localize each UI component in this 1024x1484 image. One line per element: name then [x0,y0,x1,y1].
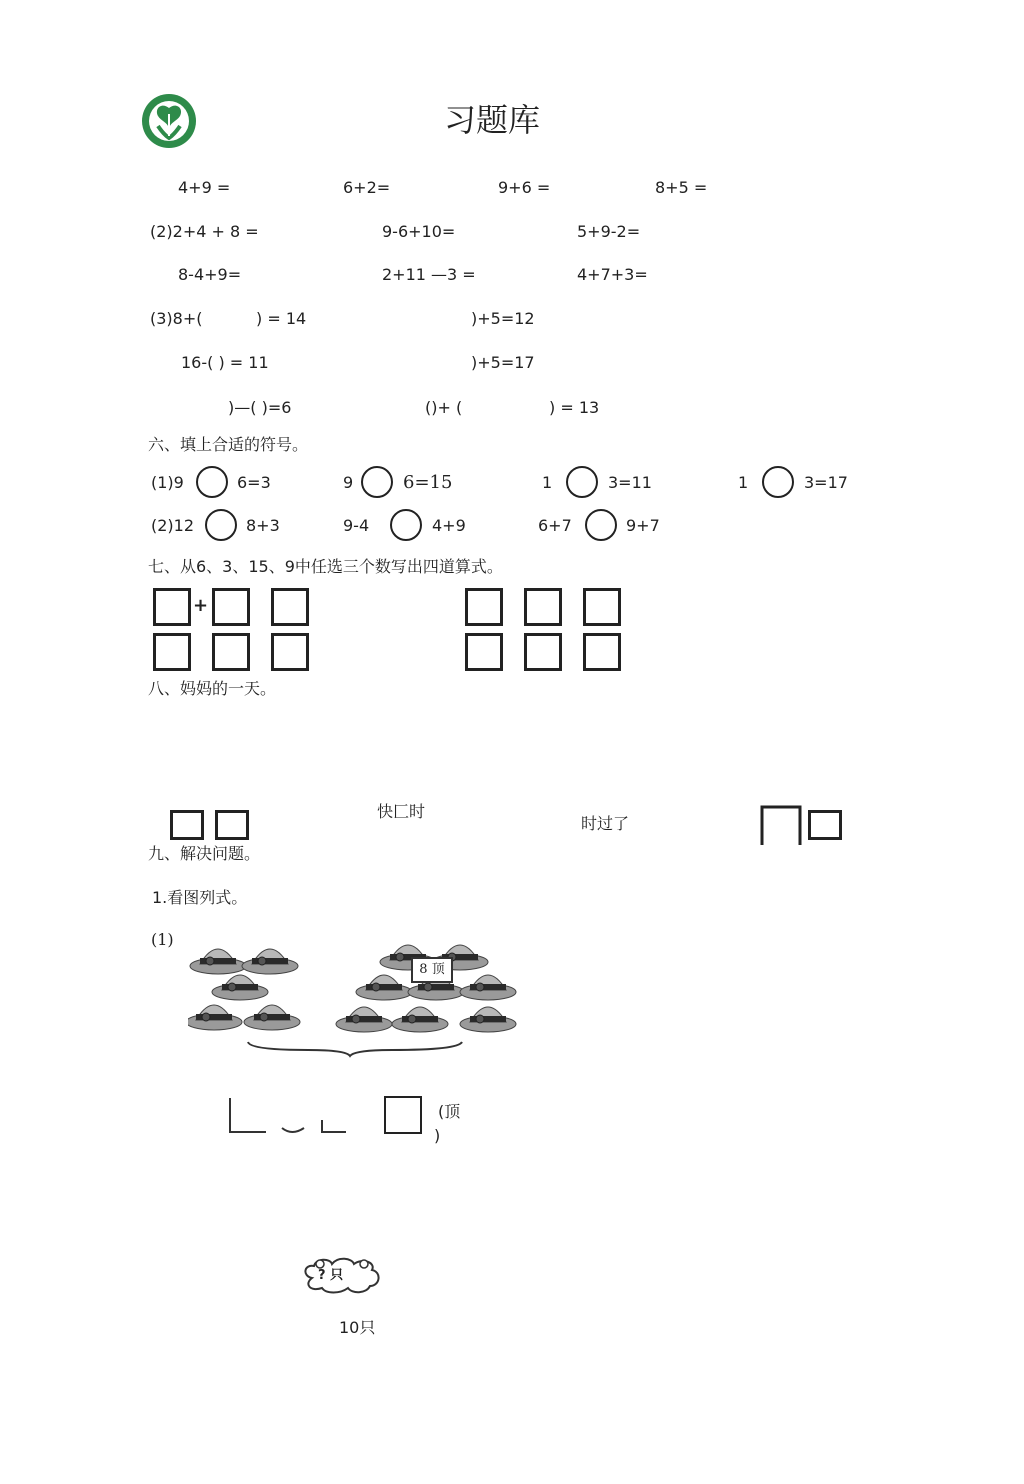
calc-item: )—( )=6 [228,398,292,417]
calc-item: (2)2+4 + 8 = [150,222,259,241]
hat-icon [242,949,298,974]
calc-item: 16-( ) = 11 [181,353,269,372]
answer-circle[interactable] [762,466,794,498]
symbol-item: 1 [738,473,749,492]
hats-illustration [188,932,528,1072]
hat-icon [460,1007,516,1032]
answer-circle[interactable] [585,509,617,541]
symbol-item: 4+9 [432,516,466,535]
answer-box[interactable] [583,588,621,626]
answer-circle[interactable] [361,466,393,498]
section-heading: 八、妈妈的一天。 [148,679,277,698]
symbol-item: 6=3 [237,473,271,492]
brace-icon [248,1042,462,1056]
symbol-item: 9+7 [626,516,660,535]
answer-box[interactable] [465,588,503,626]
symbol-item: 3=17 [804,473,848,492]
calc-item: ) = 13 [549,398,600,417]
calc-item: ()+ ( [425,398,463,417]
section-heading: 六、填上合适的符号。 [148,435,309,454]
answer-box[interactable] [215,810,249,840]
unit-label: ) [434,1126,441,1145]
symbol-item: 9 [343,473,354,492]
calc-item: (3)8+( [150,309,203,328]
hat-icon [188,1005,242,1030]
hat-count-sign: 8 顶 [411,957,453,983]
answer-box[interactable] [524,588,562,626]
hat-icon [356,975,412,1000]
symbol-item: 1 [542,473,553,492]
answer-box[interactable] [583,633,621,671]
problem-number: (1) [151,930,174,949]
calc-item: )+5=17 [471,353,535,372]
calc-item: 4+9 = [178,178,231,197]
calc-item: 5+9-2= [577,222,641,241]
symbol-item: 6=15 [403,472,453,493]
symbol-item: (1)9 [151,473,184,492]
answer-box[interactable] [212,588,250,626]
hat-icon [336,1007,392,1032]
symbol-item: 8+3 [246,516,280,535]
symbol-item: 9-4 [343,516,370,535]
calc-item: 6+2= [343,178,391,197]
green-leaf-logo-icon [140,92,198,150]
answer-box[interactable] [384,1096,422,1134]
hat-icon [190,949,246,974]
answer-box[interactable] [524,633,562,671]
unit-label: (顶 [438,1102,461,1121]
sub-heading: 1.看图列式。 [152,888,248,907]
symbol-item: 6+7 [538,516,572,535]
hat-icon [244,1005,300,1030]
time-text: 快匚时 [377,802,426,821]
symbol-item: (2)12 [151,516,195,535]
unknown-count-label: ? 只 [318,1268,344,1283]
answer-circle[interactable] [390,509,422,541]
answer-box[interactable] [153,633,191,671]
calc-item: 4+7+3= [577,265,648,284]
answer-box[interactable] [153,588,191,626]
answer-box[interactable] [212,633,250,671]
calc-item: 8+5 = [655,178,708,197]
calc-item: 8-4+9= [178,265,242,284]
calc-item: )+5=12 [471,309,535,328]
hat-icon [392,1007,448,1032]
calc-item: 9-6+10= [382,222,456,241]
count-label: 10只 [339,1318,376,1337]
calc-item: 2+11 —3 = [382,265,476,284]
hat-icon [212,975,268,1000]
answer-box[interactable] [271,633,309,671]
section-heading: 九、解决问题。 [148,844,261,863]
answer-circle[interactable] [196,466,228,498]
symbol-item: 3=11 [608,473,652,492]
answer-box[interactable] [271,588,309,626]
partial-box-icon [760,805,804,845]
answer-box[interactable] [170,810,204,840]
page-title: 习题库 [444,101,541,139]
hat-icon [460,975,516,1000]
answer-box[interactable] [465,633,503,671]
calc-item: ) = 14 [256,309,307,328]
answer-circle[interactable] [566,466,598,498]
section-heading: 七、从6、3、15、9中任选三个数写出四道算式。 [148,557,503,576]
plus-sign: + [193,595,209,616]
answer-bracket-icon [226,1094,351,1138]
time-text: 时过了 [581,814,630,833]
answer-circle[interactable] [205,509,237,541]
answer-box[interactable] [808,810,842,840]
calc-item: 9+6 = [498,178,551,197]
